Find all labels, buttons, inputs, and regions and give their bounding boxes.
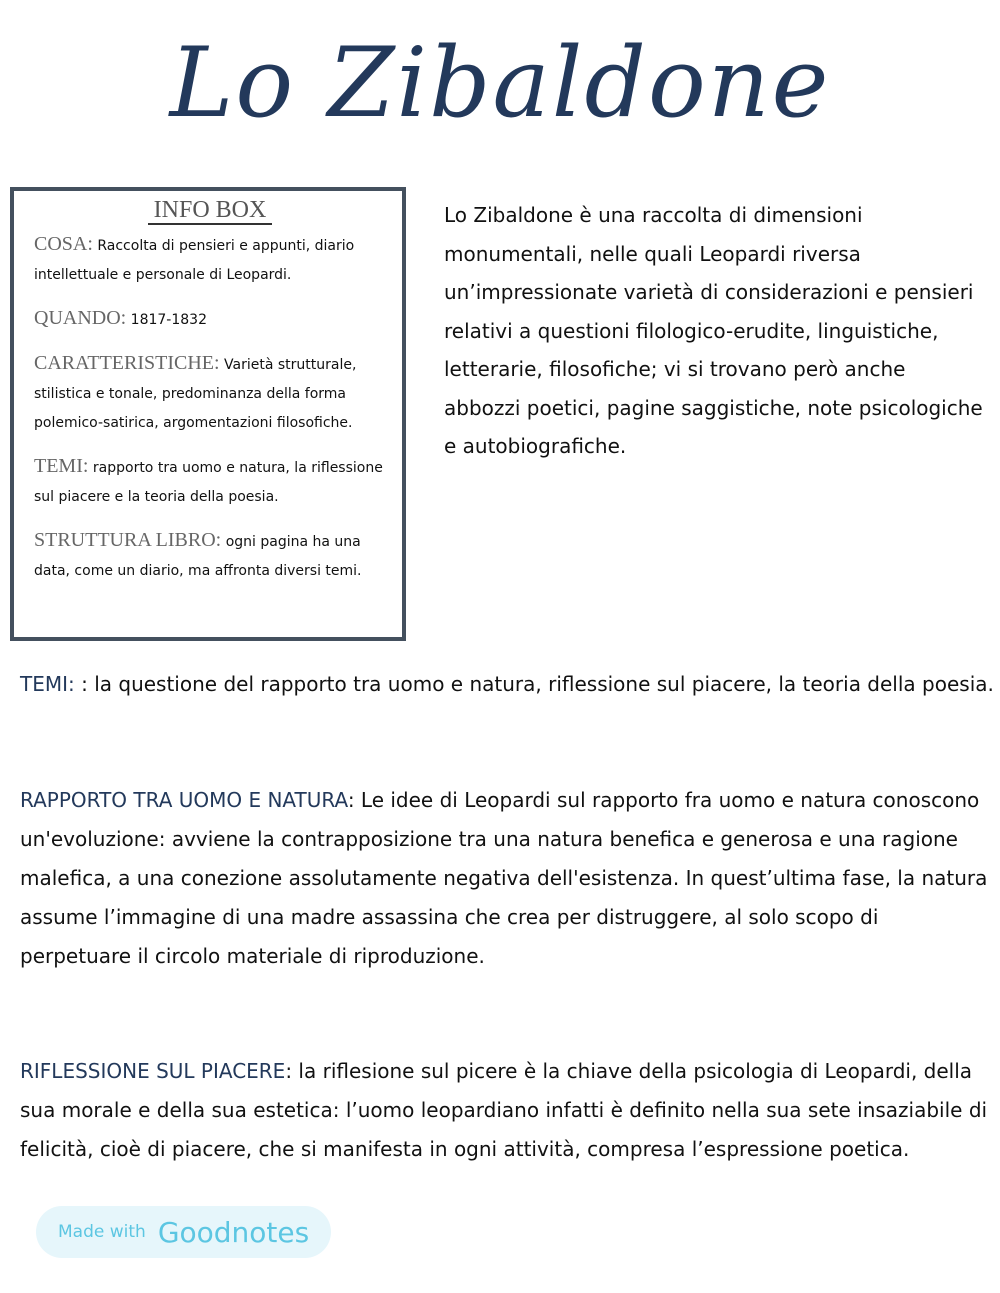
info-box-title: INFO BOX: [34, 197, 386, 224]
info-key: STRUTTURA LIBRO:: [34, 529, 222, 551]
intro-paragraph: Lo Zibaldone è una raccolta di dimensioni monumentali, nelle quali Leopardi riversa un’impressionate varietà di considerazioni e pensieri relativi a questioni filologico-erudite, linguistiche, letterarie, filosofiche; vi si trovano però anche abbozzi poetici, pagine saggistiche, note psicologiche e autobiografiche.: [444, 203, 983, 458]
info-key: CARATTERISTICHE:: [34, 352, 220, 374]
info-text: rapporto tra uomo e natura, la riflessione sul piacere e la teoria della poesia.: [34, 460, 383, 505]
info-entry-caratteristiche: [34, 349, 386, 438]
info-key: TEMI:: [34, 455, 89, 477]
badge-brand: Goodnotes: [157, 1215, 310, 1249]
info-text: Varietà strutturale, stilistica e tonale, predominanza della forma polemico-satirica, argomentazioni filosofiche.: [34, 357, 357, 431]
info-text: ogni pagina ha una data, come un diario, ma affronta diversi temi.: [34, 534, 362, 579]
info-entry-quando: [34, 304, 386, 335]
info-entry-struttura: [34, 526, 386, 586]
info-key: QUANDO:: [34, 307, 127, 329]
section-heading: RIFLESSIONE SUL PIACERE: [20, 1059, 286, 1083]
section-piacere: [20, 1052, 995, 1169]
info-key: COSA:: [34, 233, 93, 255]
badge-prefix: Made with: [58, 1222, 146, 1242]
section-text: : la questione del rapporto tra uomo e natura, riflessione sul piacere, la teoria della poesia.: [74, 672, 994, 696]
info-box: [10, 187, 406, 641]
section-text: : la riflesione sul picere è la chiave della psicologia di Leopardi, della sua morale e della sua estetica: l’uomo leopardiano infatti è definito nella sua sete insaziabile di felicità, cioè di piacere, che si manifesta in ogni attività, compresa l’espressione poetica.: [20, 1059, 988, 1161]
info-text: Raccolta di pensieri e appunti, diario intellettuale e personale di Leopardi.: [34, 238, 355, 283]
info-entry-temi: [34, 452, 386, 512]
info-entry-cosa: [34, 230, 386, 290]
section-heading: RAPPORTO TRA UOMO E NATURA: [20, 788, 348, 812]
page-title: Lo Zibaldone: [169, 27, 831, 139]
goodnotes-badge[interactable]: [36, 1206, 331, 1258]
section-rapporto: [20, 781, 995, 976]
section-temi: [20, 665, 995, 704]
section-text: : Le idee di Leopardi sul rapporto fra uomo e natura conoscono un'evoluzione: avviene la contrapposizione tra una natura benefica e generosa e una ragione malefica, a una conezione assolutamente negativa dell'esistenza. In quest’ultima fase, la natura assume l’immagine di una madre assassina che crea per distruggere, al solo scopo di perpetuare il circolo materiale di riproduzione.: [20, 788, 988, 968]
info-text: 1817-1832: [130, 312, 207, 328]
section-heading: TEMI:: [20, 672, 75, 696]
